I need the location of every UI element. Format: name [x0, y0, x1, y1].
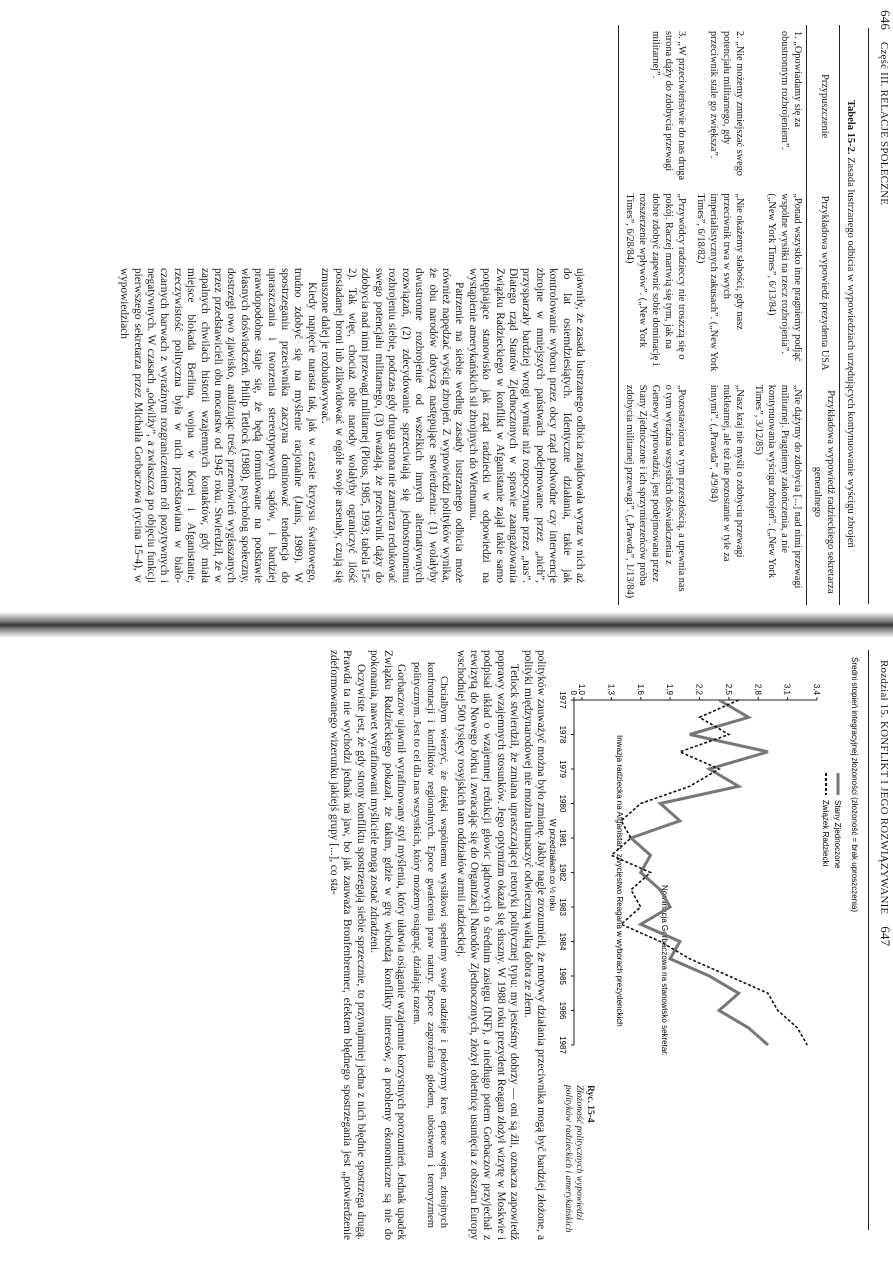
x-tick-label: 1979 [558, 760, 567, 778]
x-tick-label: 1987 [558, 1036, 567, 1054]
y-tick-label: 0 [569, 690, 578, 695]
table-cell: „Nasz kraj nie myśli o zdobyciu przewagi nuklearnej, ale też nie pozostanie w tyle za innymi”. („Prawda”, 4/9/84) [708, 384, 746, 562]
y-tick-label: 2,5 [723, 683, 733, 695]
table-cell: „Nie dążymy do zdobycia [...] nad nimi przewagi militarnej. Pragniemy zakończenia, a nie kontynuowania wyścigu zbrojeń”. („New York Times”, 3/12/85) [753, 384, 804, 589]
figure-label: Ryc. 15-4 [585, 1085, 595, 1123]
paragraph: polityków zauważyć można było zmianę. Jakby nagle zrozumieli, że motywy działania przeciwnika mogą być bardziej złożone, a polityki międzynarodowej nie można tłumaczyć odwieczną walką dobra ze złem. [521, 650, 547, 1240]
table-cell: 1. „Opowiadamy się za obustronnym rozbrojeniem”. [779, 31, 804, 150]
left-running-head: Część III. RELACJE SPOŁECZNE [878, 41, 890, 206]
right-running-head: Rozdział 15. KONFLIKT I JEGO ROZWIĄZYWANIE [878, 660, 890, 915]
table-row [690, 25, 748, 605]
figure-15-4 [542, 655, 862, 1055]
x-tick-label: 1982 [558, 863, 567, 882]
table-header-assumption: Przypuszczenie [807, 25, 840, 187]
y-tick-label: 1,3 [606, 683, 616, 695]
right-page-number: 647 [878, 926, 893, 947]
table-cell: 3. „W przeciwieństwie do nas druga strona dąży do zdobycia przewagi militarnej”. [619, 25, 690, 187]
y-axis-title: Średni stopień integracyjnej złożoności (złożoność = brak uproszczenia) [850, 657, 859, 913]
left-header-rule [868, 28, 869, 604]
legend-item-us: Stany Zjednoczone [833, 800, 842, 869]
figure-caption-text: Złożoność politycznych wypowiedzi polityków radzieckich i amerykańskich [563, 1085, 584, 1233]
annotation-afghanistan: Inwazja radziecka na Afganistan; zwycięstwo Reagana w wyborach prezydenckich [615, 735, 624, 1027]
y-tick-label: 3,4 [812, 683, 821, 695]
x-tick-label: 1981 [558, 829, 567, 847]
mirror-image-table [618, 25, 840, 605]
book-gutter-shadow [0, 612, 893, 638]
right-page-header [877, 660, 893, 1250]
complexity-line-chart [542, 655, 862, 1055]
annotation-gorbachev: Nominacja Gorbaczowa na stanowisko sekretarza generalnego [660, 885, 669, 1055]
x-tick-label: 1985 [558, 967, 567, 985]
x-tick-label: 1977 [558, 691, 567, 709]
left-page-header [877, 10, 893, 610]
left-body-text [117, 268, 586, 583]
legend-item-ussr: Związek Radziecki [821, 800, 830, 867]
table-cell: „Przywódcy radzieccy nie troszczą się o pokój. Raczej martwią się tym, jak na dobre zdobyć zapewnić sobie dominację i rozszerzenie wpływów”. („New York Times”, 6/28/84) [619, 187, 690, 378]
paragraph: Tetlock stwierdził, że zmiana upraszczającej retoryki politycznej typu: my jesteśmy dobrzy — oni są źli, oznacza zapowiedź poprawy wzajemnych stosunków. Jego optymizm okazał się słuszny. W 1988 roku prezydent Reagan złożył wizytę w Moskwie i podpisał układ o wzajemnej redukcji głowic jądrowych o średnim zasięgu (INF), a niedługo potem Gorbaczow przyjechał z rewizytą do Nowego Jorku i zwracając się do Organizacji Narodów Zjednoczonych, złożył obietnicę usunięcia z obszaru Europy wschodniej 500 tysięcy rosyjskich tam oddziałów armii radzieckiej. [454, 650, 521, 1240]
y-tick-label: 3,1 [782, 683, 792, 695]
paragraph: Kiedy napięcie narasta tak, jak w czasie kryzysu światowego, trudno zdobyć się na myślenie racjonalne (Janis, 1989). W spostrzeganiu przeciwnika zaczyna dominować tendencja do upraszczania i tworzenia stereotypowych sądów, i bardziej prawdopodobne staje się, że będą formułowane na podstawie własnych doświadczeń. Philip Tetlock (1988), psycholog społeczny, dostrzegł owo zjawisko, analizując treść przemówień wygłaszanych przez przedstawicieli obu mocarstw od 1945 roku. Stwierdził, że w zapalnych chwilach historii wzajemnych kontaktów, gdy miała miejsce blokada Berlina, wojna w Korei i Afganistanie, rzeczywistość polityczna była w nich przedstawiana w biało-czarnych barwach z wyraźnym rozgraniczeniem ról pozytywnych i negatywnych. W czasach „odwilży”, a zwłaszcza po objęciu funkcji pierwszego sekretarza przez Michaiła Gorbaczowa (rycina 15-4), w wypowiedziach [118, 268, 318, 583]
y-tick-label: 1,0 [577, 683, 586, 695]
x-axis-title: W przedziałach co ½ roku [548, 818, 557, 912]
x-tick-label: 1978 [558, 725, 567, 744]
table-cell: 2. „Nie możemy zmniejszać swego potencjału militarnego, gdy przeciwnik stale go zwiększa”. [708, 31, 746, 176]
y-tick-label: 2,2 [694, 683, 704, 695]
left-page-number: 646 [878, 10, 893, 31]
table-header-us: Przykładowa wypowiedź prezydenta USA [807, 187, 840, 378]
paragraph: Gorbaczow ujawnił wyrafinowany styl myślenia, który ułatwia osiąganie wzajemnie korzystnych porozumień. Jednak upadek Związku Radzieckiego pokazał, że takim, gdzie w grę wchodzą konflikty interesów, a problemy ekonomiczne są nie do pokonania, nawet wyrafinowani myśliciele mogą zostać zdradzeni. [368, 650, 407, 1240]
y-tick-label: 1,6 [635, 683, 645, 695]
paragraph: ujawniły, że zasada lustrzanego odbicia znajdowała wyraz w nich aż do lat osiemdziesiątych. Identyczne działania, takie jak kontrolowanie wyboru przez obcy rząd podwodne czy interwencje zbrojne w mniejszych państwach podejmowane przez „nich”, przysparzały bardziej wrogi wymiar niż rozpoczynane przez „nas”. Dlatego rząd Stanów Zjednoczonych w sprawie zaangażowania Związku Radzieckiego w konflikt w Afganistanie zajął takie samo potępiające stanowisko jak rząd radziecki w odpowiedzi na wystąpienie amerykańskich sił zbrojnych do Wietnamu. [466, 268, 586, 583]
table-cell: „Pozostawiona w tym przeszłością, a upewnia nas o tym wyraźna wszystkich doświadczenia z Genewy wyprowadzić, jest podejmowana przez Stany Zjednoczone i ich sprzymierzeńców próba zdobycia militarnej przewagi”. („Prawda”, 1/13/84) [619, 379, 690, 605]
x-tick-label: 1980 [558, 794, 567, 813]
table-header-ussr: Przykładowa wypowiedź radzieckiego sekretarza generalnego [807, 379, 840, 605]
right-body-text [327, 650, 548, 1240]
y-tick-label: 2,8 [753, 683, 763, 695]
table-row [748, 25, 806, 605]
paragraph: Oczywiste jest, że gdy strony konfliktu spostrzegają siebie sprzecznie, to przynajmniej jedna z nich błędnie spostrzega drugą. Prawda ta nie wychodzi jednak na jaw, bo jak zauważa Bronfenbrenner, efektem błędnego spostrzegania jest „potwierdzenie zdeformowanego wizerunku jakiejś grupy [...], co sta- [327, 650, 367, 1240]
table-cell: „Ponad wszystko inne pragniemy podjąć wspólne wysiłki na rzecz rozbrojenia”. („New York Times”, 6/13/84) [766, 193, 804, 362]
figure-caption [562, 1085, 595, 1235]
table-row [619, 25, 690, 605]
x-tick-label: 1983 [558, 898, 567, 916]
chart-legend [821, 773, 842, 869]
quotation: Chcialbym wierzyć, że dzięki wspólnemu wysiłkowi spełnimy swoje nadzieje i położymy kres epoce wojen, zbrojnych konfrontacji i konfliktów regionalnych. Epoce gwałcenia praw natury. Epoce zagrożenia głodem, ubóstwem i terroryzmem politycznym. Jest to cel dla nas wszystkich, który możemy osiągnąć, działając razem. [411, 662, 450, 1228]
x-tick-label: 1986 [558, 1001, 567, 1020]
right-header-rule [868, 650, 869, 1230]
y-tick-label: 1,9 [665, 683, 675, 695]
x-tick-label: 1984 [558, 932, 567, 951]
table-caption-text: Zasada lustrzanego odbicia w wypowiedziach urzędujących kontynuowanie wyścigu zbrojeń [845, 157, 856, 548]
table-caption-label: Tabela 15-2. [845, 100, 856, 155]
table-caption [845, 100, 856, 548]
table-cell: „Nie okażemy słabości, gdy nasz przeciwnik trwa w swych imperialistycznych zakusach”. („New York Times”, 6/18/82) [695, 193, 746, 372]
paragraph: Patrzenie na siebie według zasady lustrzanego odbicia może również napędzać wyścig zbrojeń. Z wypowiedzi polityków wynika, że obu narodów dotyczą następujące stwierdzenia: (1) wolałyby dwustronne rozbrojenie od wszelkich innych alternatywnych rozwiązań, (2) zdecydowanie sprzeciwiają się jednostronnemu rozbrojeniu siebie, podczas gdy druga strona nie zamierza redukować swego potencjału militarnego, (3) uważają, że przeciwnik dąży do zdobycia nad nimi przewagi militarnej (Plous, 1985, 1993; tabela 15-2). Tak więc, chociaż obie narody wolałyby ograniczyć ilość posiadanej broni lub zlikwidować w ogóle swoje arsenały, czują się zmuszone dalej je rozbudowywać. [319, 268, 466, 583]
